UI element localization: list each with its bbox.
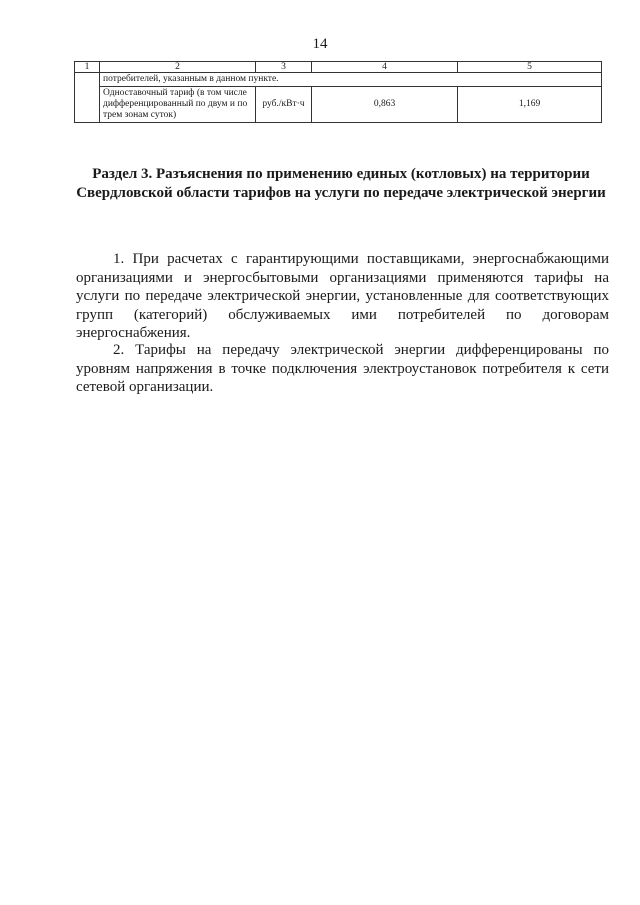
unit-cell: руб./кВт·ч <box>256 87 312 123</box>
col-header-3: 3 <box>256 62 312 73</box>
col-header-4: 4 <box>312 62 458 73</box>
paragraph-1: 1. При расчетах с гарантирующими поставщиками, энергоснабжающими организациями и энергосбытовыми организациями применяются тарифы на услуги по передаче электрической энергии, установленные для соответствующих групп (категорий) обслуживаемых ими потребителей по договорам энергоснабжения. <box>76 251 609 341</box>
value-cell-2: 1,169 <box>458 87 602 123</box>
row-number-cell <box>75 73 100 123</box>
col-header-2: 2 <box>100 62 256 73</box>
continuation-cell: потребителей, указанным в данном пункте. <box>100 73 602 87</box>
table-header-row <box>75 62 602 73</box>
value-cell-1: 0,863 <box>312 87 458 123</box>
page-number: 14 <box>312 36 328 52</box>
col-header-1: 1 <box>75 62 100 73</box>
paragraph-2: 2. Тарифы на передачу электрической энергии дифференцированы по уровням напряжения в точке подключения электроустановок потребителя к сети сетевой организации. <box>76 342 609 395</box>
section-title: Раздел 3. Разъяснения по применению единых (котловых) на территории Свердловской области тарифов на услуги по передаче электрической энергии <box>76 166 606 201</box>
table-row <box>75 87 602 123</box>
tariff-table <box>74 61 602 123</box>
tariff-description-cell: Одноставочный тариф (в том числе дифференцированный по двум и по трем зонам суток) <box>100 87 256 123</box>
col-header-5: 5 <box>458 62 602 73</box>
table-row-continuation <box>75 73 602 87</box>
